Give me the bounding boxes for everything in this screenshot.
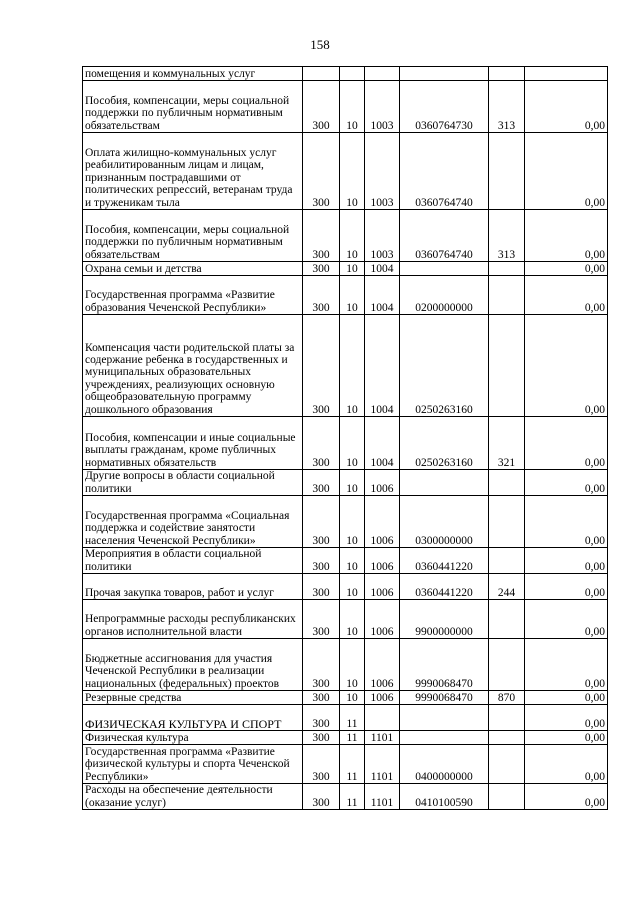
table-row — [83, 496, 608, 548]
row-amount-cell: 0,00 — [525, 639, 608, 691]
row-subsection-cell: 1101 — [365, 745, 400, 784]
row-section-cell: 10 — [340, 639, 365, 691]
row-amount-cell: 0,00 — [525, 731, 608, 745]
row-admin-cell — [303, 67, 340, 81]
row-subsection-cell: 1101 — [365, 784, 400, 810]
row-subsection-cell: 1003 — [365, 133, 400, 210]
row-amount-cell: 0,00 — [525, 315, 608, 417]
table-row — [83, 470, 608, 496]
row-amount-cell: 0,00 — [525, 470, 608, 496]
row-subsection-cell: 1004 — [365, 276, 400, 315]
row-target-cell: 0360441220 — [400, 548, 489, 574]
row-expense-type-cell — [489, 639, 525, 691]
row-section-cell — [340, 67, 365, 81]
row-name-cell: помещения и коммунальных услуг — [83, 67, 303, 81]
row-name-cell: Мероприятия в области социальной политики — [83, 548, 303, 574]
row-section-cell: 11 — [340, 784, 365, 810]
row-target-cell: 0400000000 — [400, 745, 489, 784]
row-amount-cell: 0,00 — [525, 210, 608, 262]
row-admin-cell: 300 — [303, 210, 340, 262]
row-admin-cell: 300 — [303, 262, 340, 276]
row-admin-cell: 300 — [303, 731, 340, 745]
row-name-cell: Бюджетные ассигнования для участия Чеченской Республики в реализации национальных (федеральных) проектов — [83, 639, 303, 691]
row-expense-type-cell — [489, 705, 525, 731]
row-admin-cell: 300 — [303, 639, 340, 691]
row-name-cell: Прочая закупка товаров, работ и услуг — [83, 574, 303, 600]
row-expense-type-cell — [489, 496, 525, 548]
row-section-cell: 10 — [340, 600, 365, 639]
row-target-cell: 9990068470 — [400, 691, 489, 705]
table-row — [83, 133, 608, 210]
row-admin-cell: 300 — [303, 496, 340, 548]
row-amount-cell: 0,00 — [525, 417, 608, 470]
row-expense-type-cell: 313 — [489, 81, 525, 133]
row-section-cell: 10 — [340, 548, 365, 574]
row-section-cell: 10 — [340, 417, 365, 470]
table-row — [83, 262, 608, 276]
row-name-cell: Государственная программа «Развитие физической культуры и спорта Чеченской Республики» — [83, 745, 303, 784]
row-admin-cell: 300 — [303, 81, 340, 133]
row-expense-type-cell — [489, 600, 525, 639]
row-amount-cell: 0,00 — [525, 574, 608, 600]
row-section-cell: 11 — [340, 731, 365, 745]
row-target-cell: 0250263160 — [400, 417, 489, 470]
page-number: 158 — [310, 37, 330, 52]
row-target-cell: 0410100590 — [400, 784, 489, 810]
row-target-cell — [400, 262, 489, 276]
row-admin-cell: 300 — [303, 417, 340, 470]
row-target-cell: 0300000000 — [400, 496, 489, 548]
row-target-cell: 9900000000 — [400, 600, 489, 639]
row-admin-cell: 300 — [303, 574, 340, 600]
row-expense-type-cell — [489, 262, 525, 276]
row-subsection-cell: 1004 — [365, 315, 400, 417]
row-section-cell: 10 — [340, 574, 365, 600]
row-target-cell: 0360764740 — [400, 210, 489, 262]
row-amount-cell: 0,00 — [525, 691, 608, 705]
row-section-cell: 11 — [340, 745, 365, 784]
row-admin-cell: 300 — [303, 600, 340, 639]
row-expense-type-cell: 321 — [489, 417, 525, 470]
table-row — [83, 210, 608, 262]
row-section-cell: 10 — [340, 262, 365, 276]
row-section-cell: 10 — [340, 496, 365, 548]
row-target-cell: 0360764740 — [400, 133, 489, 210]
row-subsection-cell: 1006 — [365, 470, 400, 496]
row-subsection-cell: 1003 — [365, 81, 400, 133]
row-admin-cell: 300 — [303, 745, 340, 784]
table-row — [83, 639, 608, 691]
row-target-cell — [400, 731, 489, 745]
table-row — [83, 691, 608, 705]
row-target-cell — [400, 67, 489, 81]
row-section-cell: 10 — [340, 133, 365, 210]
table-row — [83, 731, 608, 745]
row-name-cell: Охрана семьи и детства — [83, 262, 303, 276]
table-row — [83, 417, 608, 470]
row-amount-cell: 0,00 — [525, 81, 608, 133]
table-row — [83, 784, 608, 810]
row-expense-type-cell — [489, 784, 525, 810]
row-amount-cell: 0,00 — [525, 262, 608, 276]
row-subsection-cell: 1006 — [365, 600, 400, 639]
row-subsection-cell: 1006 — [365, 691, 400, 705]
row-section-cell: 10 — [340, 210, 365, 262]
row-admin-cell: 300 — [303, 315, 340, 417]
row-admin-cell: 300 — [303, 784, 340, 810]
row-expense-type-cell — [489, 470, 525, 496]
row-subsection-cell: 1006 — [365, 496, 400, 548]
row-admin-cell: 300 — [303, 691, 340, 705]
row-section-cell: 10 — [340, 691, 365, 705]
row-subsection-cell — [365, 705, 400, 731]
table-row — [83, 574, 608, 600]
row-expense-type-cell — [489, 133, 525, 210]
row-admin-cell: 300 — [303, 276, 340, 315]
table-row — [83, 745, 608, 784]
row-section-cell: 10 — [340, 276, 365, 315]
row-section-cell: 10 — [340, 315, 365, 417]
budget-table — [82, 66, 608, 810]
row-amount-cell: 0,00 — [525, 496, 608, 548]
budget-table-body — [83, 67, 608, 810]
table-row — [83, 67, 608, 81]
row-target-cell: 9990068470 — [400, 639, 489, 691]
row-subsection-cell: 1004 — [365, 262, 400, 276]
table-row — [83, 705, 608, 731]
row-section-cell: 10 — [340, 81, 365, 133]
row-admin-cell: 300 — [303, 133, 340, 210]
row-target-cell: 0360441220 — [400, 574, 489, 600]
row-name-cell: Пособия, компенсации, меры социальной поддержки по публичным нормативным обязательствам — [83, 210, 303, 262]
row-expense-type-cell — [489, 315, 525, 417]
row-amount-cell: 0,00 — [525, 705, 608, 731]
row-name-cell: Резервные средства — [83, 691, 303, 705]
row-name-cell: Пособия, компенсации, меры социальной поддержки по публичным нормативным обязательствам — [83, 81, 303, 133]
row-name-cell: Другие вопросы в области социальной политики — [83, 470, 303, 496]
row-amount-cell: 0,00 — [525, 784, 608, 810]
row-subsection-cell — [365, 67, 400, 81]
row-name-cell: Оплата жилищно-коммунальных услуг реабилитированным лицам и лицам, признанным пострадавшими от политических репрессий, ветеранам труда и труженикам тыла — [83, 133, 303, 210]
row-subsection-cell: 1101 — [365, 731, 400, 745]
row-amount-cell: 0,00 — [525, 276, 608, 315]
row-name-cell: Государственная программа «Развитие образования Чеченской Республики» — [83, 276, 303, 315]
row-admin-cell: 300 — [303, 470, 340, 496]
row-amount-cell: 0,00 — [525, 133, 608, 210]
row-target-cell: 0360764730 — [400, 81, 489, 133]
row-expense-type-cell: 870 — [489, 691, 525, 705]
row-expense-type-cell — [489, 548, 525, 574]
row-name-cell: Непрограммные расходы республиканских органов исполнительной власти — [83, 600, 303, 639]
row-amount-cell: 0,00 — [525, 548, 608, 574]
row-amount-cell: 0,00 — [525, 600, 608, 639]
table-row — [83, 548, 608, 574]
row-target-cell: 0250263160 — [400, 315, 489, 417]
row-name-cell: Расходы на обеспечение деятельности (оказание услуг) — [83, 784, 303, 810]
row-admin-cell: 300 — [303, 548, 340, 574]
row-expense-type-cell: 313 — [489, 210, 525, 262]
row-amount-cell: 0,00 — [525, 745, 608, 784]
row-amount-cell — [525, 67, 608, 81]
row-name-cell: Физическая культура — [83, 731, 303, 745]
table-row — [83, 600, 608, 639]
row-expense-type-cell — [489, 745, 525, 784]
table-row — [83, 276, 608, 315]
row-expense-type-cell — [489, 276, 525, 315]
row-section-cell: 10 — [340, 470, 365, 496]
row-subsection-cell: 1006 — [365, 548, 400, 574]
row-expense-type-cell: 244 — [489, 574, 525, 600]
row-expense-type-cell — [489, 67, 525, 81]
row-name-cell: Пособия, компенсации и иные социальные выплаты гражданам, кроме публичных нормативных обязательств — [83, 417, 303, 470]
row-target-cell: 0200000000 — [400, 276, 489, 315]
row-admin-cell: 300 — [303, 705, 340, 731]
table-row — [83, 315, 608, 417]
row-section-cell: 11 — [340, 705, 365, 731]
row-subsection-cell: 1003 — [365, 210, 400, 262]
row-name-cell: Компенсация части родительской платы за содержание ребенка в государственных и муниципальных образовательных учреждениях, реализующих основную общеобразовательную программу дошкольного образования — [83, 315, 303, 417]
row-subsection-cell: 1006 — [365, 574, 400, 600]
table-row — [83, 81, 608, 133]
row-name-cell: ФИЗИЧЕСКАЯ КУЛЬТУРА И СПОРТ — [83, 705, 303, 731]
row-expense-type-cell — [489, 731, 525, 745]
row-subsection-cell: 1004 — [365, 417, 400, 470]
row-subsection-cell: 1006 — [365, 639, 400, 691]
row-target-cell — [400, 705, 489, 731]
row-name-cell: Государственная программа «Социальная поддержка и содействие занятости населения Чеченской Республики» — [83, 496, 303, 548]
row-target-cell — [400, 470, 489, 496]
